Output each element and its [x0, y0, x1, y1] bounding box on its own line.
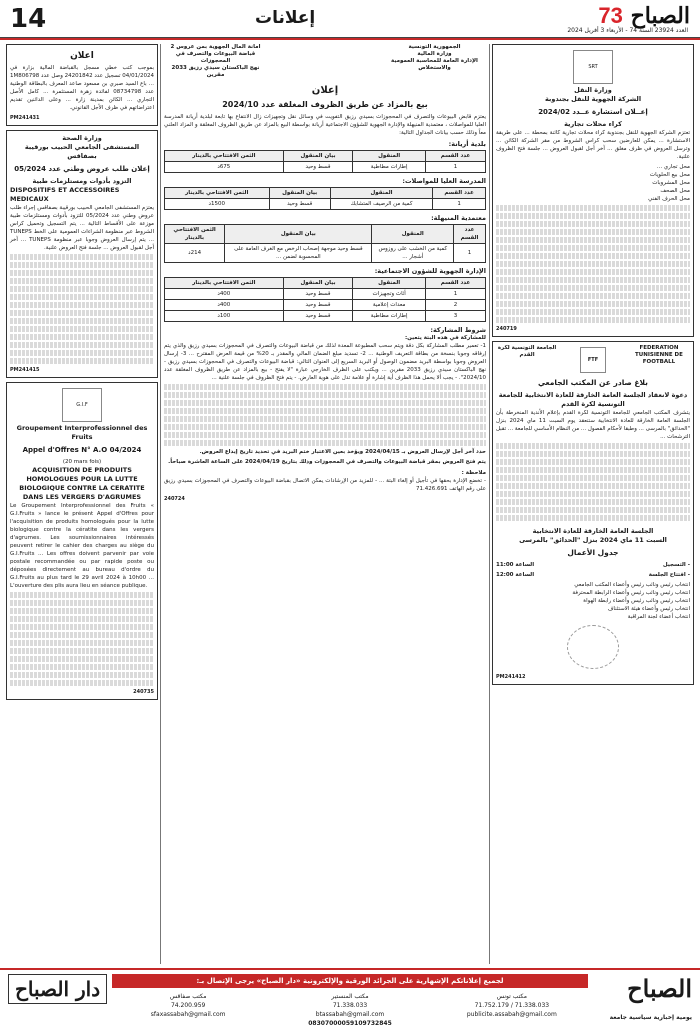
footer-offices — [112, 992, 588, 1019]
agenda-row — [496, 571, 690, 579]
table-cell: 675د — [165, 162, 284, 173]
table-cell: 214د — [165, 244, 225, 263]
lot-table-header: الثمن الافتتاحي بالدينار — [165, 278, 284, 289]
middle-column — [164, 44, 486, 964]
fr-date: (20 mars fois) — [62, 459, 102, 465]
masthead-year: 73 — [598, 3, 623, 28]
lot-table — [164, 187, 486, 210]
federation-name-fr: FEDERATION TUNISIENNE DE FOOTBALL — [635, 345, 683, 365]
list-item: انتخاب رئيس وأعضاء هيئة الاستئناف — [607, 606, 690, 612]
page-header — [0, 0, 700, 38]
auction-intro: يعتزم قابض البيوعات والتصرف في المحجوزات بسيدي رزيق التفويت في وسائل نقل وتجهيزات زال الانتفاع بها تابعة لبلدية أريانة المدرسة العليا للمواصلات ، معتمدية المنيهلة والإدارة الجهوية للشؤون الاجتماعية أريانة بواسطة البيع بالمزاد عن طريق الظروف المغلقة و المزاد العلني معاً وذلك حسب بيانات الجداول التالية: — [164, 114, 486, 136]
list-item: انتخاب رئيس ونائب رئيس وأعضاء رابطة الهواة — [583, 598, 690, 604]
transport-list — [496, 163, 690, 203]
lot-table-header: بيان المنقول — [283, 278, 353, 289]
table-cell: 1 — [433, 199, 486, 210]
hospital-body: يعتزم المستشفى الجامعي الحبيب بورقيبة بصفاقس إجراء طلب عروض وطني عدد 05/2024 للتزود بأدوات ومستلزمات طبية موزعة على الأقساط التالية ... يتم التسجيل وتحميل كراس الشروط عبر منظومة الشراءات العمومية على الخط TUNEPS ... يتم إرسال العروض وجوبا عبر منظومة TUNEPS ... آخر أجل لقبول العروض ... جلسة فتح العروض علنية. — [10, 205, 155, 251]
lot-table-header: المنقول — [372, 225, 454, 244]
table-cell: قسط وحيد موجهة إصحاب الرخص مع الغرف العامة على المحسوبة لضمن ... — [225, 244, 372, 263]
table-row — [165, 244, 486, 263]
footer-banner: لجميع إعلاناتكم الإشهارية على الجرائد الورقية والإلكترونية «دار الصباح» يرجى الإتصال بـ: — [112, 974, 588, 988]
federation-subtitle: دعوة لانعقاد الجلسة العامة الخارقة للعادة الانتخابية للجامعة التونسية لكرة القدم — [498, 391, 688, 408]
hospital-tender — [6, 130, 158, 378]
transport-title: إعــلان استشارة عــدد 2024/02 — [538, 108, 648, 116]
fr-title: Appel d'Offres N° A.O 04/2024 — [22, 446, 142, 454]
dar-assabah-logo: دار الصباح — [8, 974, 107, 1004]
column-divider — [489, 44, 490, 964]
conditions-body: 1- تعمير مطلب المشاركة بكل دقة ويتم سحب المطبوعة المعدة لذلك من قباضة البيوعات والتصرف في المحجوزات بسيدي رزيق والذي يتم إرفاقه وجوبا بنسخة من بطاقة التعريف الوطنية ... 2- تسديد مبلغ الضمان المالي والمقدر بـ 20% من قيمة العرض المقترح ... 3- إرسال العروض وجوبا بواسطة البريد مضمون الوصول أو البريد السريع إلى العنوان التالي: قباضة البيوعات والتصرف في المحجوزات بسيدي رزيق - نهج الباكستان سيدي رزيق 2033 مقرين ... ويكتب على الظرف الخارجي عبارة "لا يفتح - بيع بالمزاد عن طريق الظروف المغلقة عدد 2024/10". - يجب ألا يحمل هذا الظرف أية إشارة أو علامة تدل على هوية العارض. - يتم فتح الظروف في جلسة علنية ... — [164, 343, 486, 381]
masthead-logo — [598, 3, 690, 29]
list-item: انتخاب رئيس ونائب رئيس وأعضاء المكتب الجامعي — [574, 582, 690, 588]
agenda-row — [496, 561, 690, 569]
srt-logo: SRT — [573, 50, 613, 84]
office-tunis: مكتب تونس 71.752.179 / 71.338.033 publicite.assabah@gmail.com — [466, 993, 557, 1018]
transport-header: وزارة النقل الشركة الجهوية للنقل بجندوبة — [544, 86, 642, 103]
agenda-item: - افتتاح الجلسة — [648, 572, 690, 578]
table-cell: 1500د — [165, 199, 270, 210]
fr-ref: 240735 — [133, 689, 154, 695]
fr-body-continued — [10, 592, 154, 686]
table-cell: 400د — [165, 289, 284, 300]
auction-ref: 240724 — [164, 496, 185, 502]
agenda-list — [496, 561, 690, 579]
federation-ref: PM241412 — [496, 674, 526, 680]
masthead-name: الصباح — [630, 3, 690, 29]
ftf-logo: FTF — [580, 347, 606, 373]
auction-subtitle: بيع بالمزاد عن طريق الظروف المغلقة عدد 2024/10 — [222, 100, 428, 109]
transport-subject: كراء محلات تجارية — [564, 120, 622, 128]
lot-table-header: بيان المنقول — [283, 151, 353, 162]
lot-table-header: المنقول — [353, 278, 426, 289]
federation-name-ar: الجامعة التونسية لكرة القدم — [497, 345, 557, 358]
lot-group-label: بلدية أريانة: — [448, 140, 486, 148]
lot-table — [164, 277, 486, 322]
fr-body: Le Groupement Interprofessionnel des Fruits « G.I.Fruits » lance le présent Appel d'Offres pour l'acquisition de produits homologués pour la lutte biologique contre la cératite dans les vergers d'agrumes. Les soumissionnaires intéressés peuvent retirer le cahier des charges au siège du G.I.Fruits ... Les offres doivent parvenir par voie postale recommandée ou par rapide poste ou déposées directement au bureau d'ordre du G.I.Fruits au plus tard le 29 avril 2024 à 10h00 ... L'ouverture des plis aura lieu en séance publique. — [10, 503, 154, 589]
notes-body: - تخضع الإدارة بحقها في تأجيل أو إلغاء البتة ... - للمزيد من الإرشادات يمكن الاتصال بقباضة البيوعات والتصرف في المحجوزات بسيدي رزيق على رقم الهاتف 71.426.691 — [164, 478, 486, 492]
list-item: محل الحرف الفني — [648, 196, 690, 202]
lot-group-label: الإدارة الجهوية للشؤون الاجتماعية: — [374, 267, 486, 275]
fr-org: Groupement Interprofessionnel des Fruits — [16, 424, 148, 441]
table-row — [165, 300, 486, 311]
issue-line: العدد 23924 السنة 74 - الأربعاء 3 أفريل 2024 — [567, 27, 688, 34]
list-item: انتخاب أعضاء لجنة المراقبة — [627, 614, 690, 620]
hospital-header: وزارة الصحة المستشفى الجامعي الحبيب بورقيبة بصفاقس — [24, 134, 140, 160]
lot-table-header: عدد القسم — [426, 278, 486, 289]
auction-title: إعلان — [311, 85, 339, 96]
conditions-intro: للمشاركة في هذه البتة يتعين: — [404, 335, 486, 341]
hospital-ref: PM241415 — [10, 367, 40, 373]
right-column — [492, 44, 694, 964]
agenda-item: - التسجيل — [662, 562, 690, 568]
table-cell: 1 — [426, 289, 486, 300]
transport-ref: 240719 — [496, 326, 517, 332]
auction-header-left: أمانة المال الجهوية بمن عروس 2 قباضة البيوعات والتصرف في المحجوزات نهج الباكستان سيدي رزيق 2033 مقرين — [170, 44, 261, 78]
table-row — [165, 199, 486, 210]
lot-table-header: بيان المنقول — [269, 188, 330, 199]
table-cell: إطارات مطاطية — [353, 162, 426, 173]
table-cell: قسط وحيد — [283, 300, 353, 311]
table-cell: أثاث وتجهيزات — [353, 289, 426, 300]
auction-header — [164, 44, 486, 79]
list-item: محل المشروبات — [652, 180, 690, 186]
fr-subject: ACQUISITION DE PRODUITS HOMOLOGUES POUR LA LUTTE BIOLOGIQUE CONTRE LA CERATITE DANS LES VERGERS D'AGRUMES — [19, 466, 145, 501]
notice-ref: PM241431 — [10, 115, 40, 121]
table-cell: قسط وحيد — [283, 311, 353, 322]
lot-tables — [164, 140, 486, 322]
business-sale-notice — [6, 44, 158, 126]
transport-body: تعتزم الشركة الجهوية للنقل بجندوبة كراء محلات تجارية كائنة بمحطة ... على طريقة الاستشارة ... يمكن للعارضين سحب كراس الشروط من مقر الشركة الكائن ... وترسل العروض في ظرف مغلق ... آخر أجل لقبول العروض ... جلسة فتح الظروف علنية. — [496, 130, 690, 160]
federation-title: بلاغ صادر عن المكتب الجامعي — [537, 378, 649, 387]
hospital-subject: التزود بأدوات ومستلزمات طبية — [32, 177, 132, 185]
lot-table-header: الثمن الافتتاحي بالدينار — [165, 188, 270, 199]
table-cell: إطارات مطاطية — [353, 311, 426, 322]
table-cell: 100د — [165, 311, 284, 322]
lot-table-header: عدد القسم — [454, 225, 486, 244]
lot-table-header: عدد القسم — [426, 151, 486, 162]
table-row — [165, 289, 486, 300]
lot-group-label: المدرسة العليا للمواصلات: — [402, 177, 486, 185]
left-column — [6, 44, 158, 964]
hospital-subject-fr: DISPOSITIFS ET ACCESSOIRES MEDICAUX — [10, 186, 120, 203]
notice-title: اعلان — [70, 51, 94, 61]
list-item: محل بيع الحلويات — [649, 172, 690, 178]
page-footer — [0, 968, 700, 1030]
table-cell: قسط وحيد — [283, 289, 353, 300]
conditions-title: شروط المشاركة: — [430, 326, 486, 334]
lot-table-header: المنقول — [353, 151, 426, 162]
meeting-date: السبت 11 ماي 2024 بنزل "الحدائق" بالمرسى — [519, 536, 667, 544]
lot-table-header: الثمن الافتتاحي بالدينار — [165, 225, 225, 244]
footer-ccp: 08307000059109732845 — [308, 1020, 392, 1027]
agenda-title: جدول الأعمال — [567, 548, 619, 557]
hospital-title: إعلان طلب عروض وطني عدد 05/2024 — [14, 165, 150, 173]
header-divider — [0, 38, 700, 40]
table-cell: 1 — [454, 244, 486, 263]
section-title: إعلانات — [255, 8, 316, 28]
assabah-tagline: يومية إخبارية سياسية جامعة — [609, 1014, 692, 1021]
column-divider — [160, 44, 161, 964]
table-row — [165, 162, 486, 173]
table-cell: قسط وحيد — [283, 162, 353, 173]
list-item: محل تجاري ... — [656, 164, 690, 170]
lot-table — [164, 150, 486, 173]
office-monastir: مكتب المنستير 71.338.033 btassabah@gmail.com — [315, 993, 385, 1018]
agenda-items — [496, 581, 690, 621]
table-row — [165, 311, 486, 322]
lot-table — [164, 224, 486, 263]
table-cell: كمية من الخشب على روزوس أشجار ... — [372, 244, 454, 263]
table-cell: قسط وحيد — [269, 199, 330, 210]
list-item: انتخاب رئيس ونائب رئيس وأعضاء الرابطة المحترفة — [572, 590, 690, 596]
conditions-continued — [164, 384, 486, 446]
transport-body-continued — [496, 205, 690, 323]
federation-body-continued — [496, 443, 690, 521]
lot-table-header: بيان المنقول — [225, 225, 372, 244]
federation-header — [496, 345, 690, 375]
public-opening: يتم فتح العروض بمقر قباضة البيوعات والتصرف في المحجوزات وذلك بتاريخ 2024/04/19 على الساعة العاشرة صباحاً. — [168, 459, 486, 465]
table-cell: 3 — [426, 311, 486, 322]
table-cell: معدات إعلامية — [353, 300, 426, 311]
office-sfax: مكتب صفاقس 74.200.959 sfaxassabah@gmail.com — [150, 993, 226, 1018]
lot-table-header: المنقول — [330, 188, 432, 199]
lot-table-header: عدد القسم — [433, 188, 486, 199]
transport-consultation — [492, 44, 694, 337]
list-item: محل الصحف — [660, 188, 690, 194]
page-number: 14 — [10, 4, 47, 34]
hospital-lot-list — [10, 254, 154, 364]
federation-body: يتشرف المكتب الجامعي للجامعة التونسية لكرة القدم بإعلام الأندية المنخرطة بأن الجلسة العامة الخارقة للعادة الانتخابية ستنعقد يوم السبت 11 ماي 2024 بنزل "الحدائق" بالمرسى ... وطبقا لأحكام الفصول ... من النظام الأساسي للجامعة ... تقبل الترشحات ... — [496, 410, 690, 440]
table-cell: 1 — [426, 162, 486, 173]
table-cell: 400د — [165, 300, 284, 311]
fruits-tender — [6, 382, 158, 700]
table-cell: 2 — [426, 300, 486, 311]
agenda-time: الساعة 12:00 — [496, 572, 535, 578]
notes-title: ملاحظة : — [461, 470, 486, 476]
notice-body: بموجب كتب خطي مسجل بالقباضة المالية بزارة في 04/01/2024 تسجيل عدد 24201842 وصل عدد 1M806798 ... باع السيد صبري بن مسعود صاعد المعرف بالبطاقة الوطنية عدد 08734798 لفائدة زهرة المستثمرة ... كامل الأصل التجاري ... الكائن بمدينة زارة ... وعلى الدائنين تقديم اعتراضاتهم في ظرف الأجل القانوني. — [10, 65, 154, 111]
agenda-time: الساعة 11:00 — [496, 562, 535, 568]
lot-table-header: الثمن الافتتاحي بالدينار — [165, 151, 284, 162]
federation-notice — [492, 341, 694, 685]
deadline: حدد آخر أجل لإرسال العروض بـ 2024/04/15 ويؤخذ بعين الاعتبار ختم البريد في تحديد تاريخ إيداع العروض. — [199, 449, 486, 455]
auction-header-right: الجمهورية التونسية وزارة المالية الإدارة العامة للمحاسبة العمومية والاستخلاص — [391, 44, 478, 71]
federation-stamp — [567, 625, 619, 669]
lot-group-label: معتمدية المنيهلة: — [431, 214, 486, 222]
gifruits-logo: G.I.F — [62, 388, 102, 422]
meeting-title: الجلسة العامة الخارقة للعادة الانتخابية — [532, 527, 654, 535]
table-cell: كمية من الرصيف المتشابك — [330, 199, 432, 210]
assabah-logo: الصباح — [627, 974, 692, 1003]
